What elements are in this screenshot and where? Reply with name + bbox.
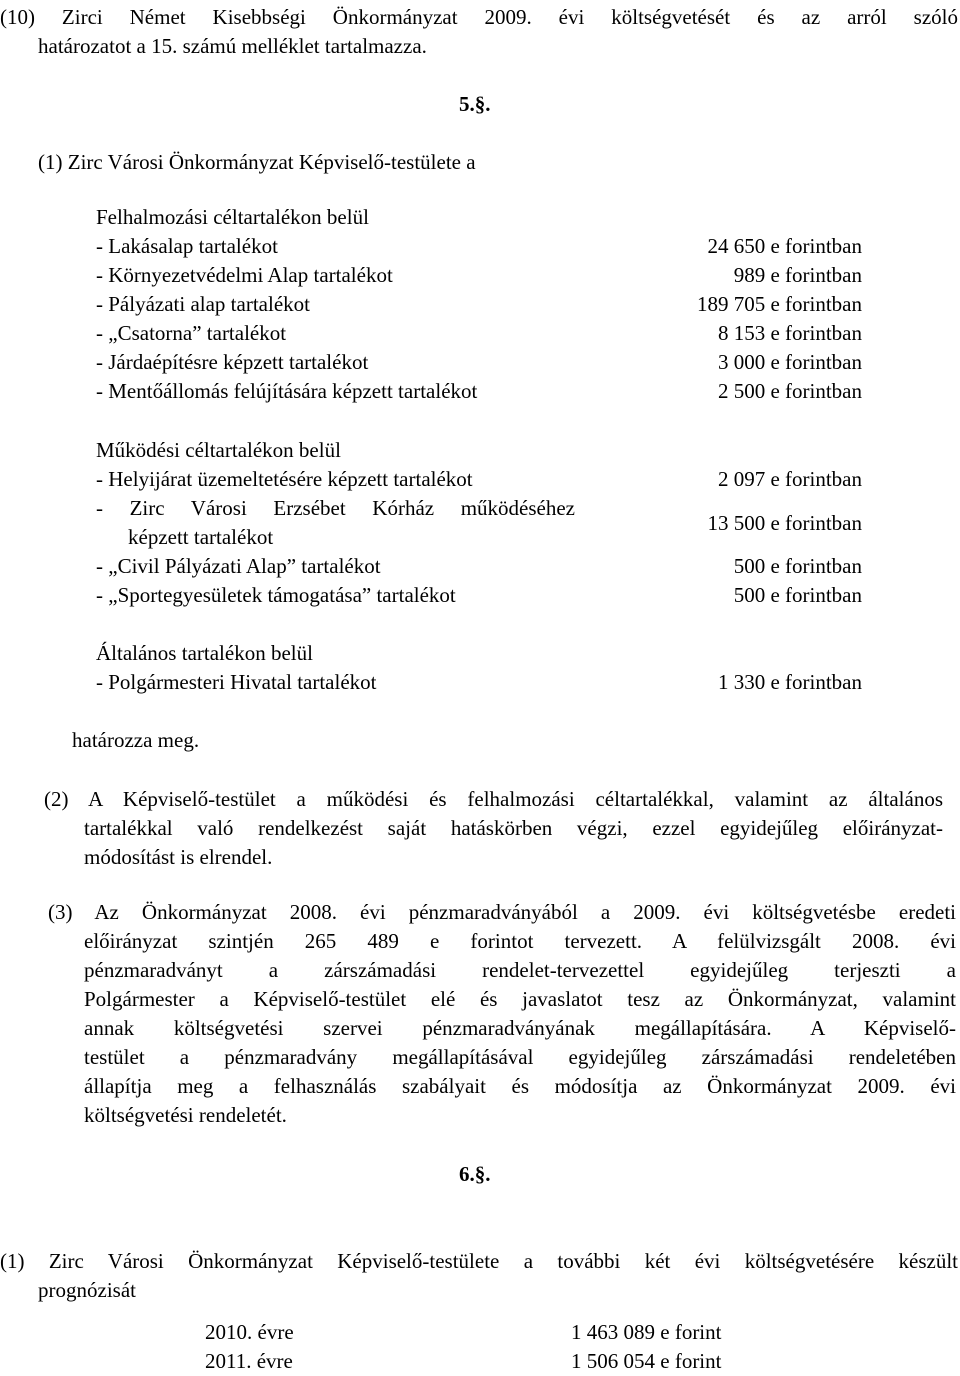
para3-line8: költségvetési rendeletét. bbox=[84, 1103, 287, 1127]
para2-line1: (2) A Képviselő-testület a működési és felhalmozási céltartalékkal, valamint az általános bbox=[44, 787, 943, 811]
reserve-amount: 500 e forintban bbox=[733, 583, 862, 607]
forecast-amount: 1 463 089 e forint bbox=[571, 1320, 722, 1344]
para2-line3: módosítást is elrendel. bbox=[84, 845, 273, 869]
section5-intro: (1) Zirc Városi Önkormányzat Képviselő-testülete a bbox=[38, 150, 476, 174]
reserve-label: - Mentőállomás felújítására képzett tartalékot bbox=[96, 379, 478, 403]
reserve-label: - Polgármesteri Hivatal tartalékot bbox=[96, 670, 377, 694]
group-title-altalanos: Általános tartalékon belül bbox=[96, 641, 313, 665]
para10-line2: határozatot a 15. számú melléklet tartalmazza. bbox=[38, 34, 427, 58]
forecast-year: 2011. évre bbox=[205, 1349, 293, 1373]
reserve-row bbox=[96, 319, 862, 348]
reserve-amount: 13 500 e forintban bbox=[707, 511, 862, 535]
reserve-label: - „Sportegyesületek támogatása” tartalékot bbox=[96, 583, 456, 607]
para3-line3: pénzmaradványt a zárszámadási rendelet-tervezettel egyidejűleg terjeszti a bbox=[84, 958, 956, 982]
group-title-felhalmozasi: Felhalmozási céltartalékon belül bbox=[96, 205, 369, 229]
reserve-row bbox=[96, 552, 862, 581]
para2-line2: tartalékkal való rendelkezést saját hatáskörben végzi, ezzel egyidejűleg előirányzat- bbox=[84, 816, 943, 840]
reserve-row bbox=[96, 290, 862, 319]
reserve-label: - Lakásalap tartalékot bbox=[96, 234, 278, 258]
para3-line6: testület a pénzmaradvány megállapításával egyidejűleg zárszámadási rendeletében bbox=[84, 1045, 956, 1069]
reserve-row bbox=[96, 465, 862, 494]
section6-intro-line2: prognózisát bbox=[38, 1278, 136, 1302]
section6-heading: 6.§. bbox=[459, 1162, 491, 1186]
reserve-label: - Helyijárat üzemeltetésére képzett tartalékot bbox=[96, 467, 473, 491]
reserve-label: - Zirc Városi Erzsébet Kórház működéséhez bbox=[96, 496, 575, 520]
forecast-amount: 1 506 054 e forint bbox=[571, 1349, 722, 1373]
section6-intro-line1: (1) Zirc Városi Önkormányzat Képviselő-testülete a további két évi költségvetésére készült bbox=[0, 1249, 958, 1273]
closing-text: határozza meg. bbox=[72, 728, 200, 752]
reserve-label: - Járdaépítésre képzett tartalékot bbox=[96, 350, 369, 374]
reserve-amount: 989 e forintban bbox=[733, 263, 862, 287]
reserve-amount: 8 153 e forintban bbox=[717, 321, 862, 345]
para3-line4: Polgármester a Képviselő-testület elé és javaslatot tesz az Önkormányzat, valamint bbox=[84, 987, 956, 1011]
reserve-label: - Pályázati alap tartalékot bbox=[96, 292, 310, 316]
para3-line7: állapítja meg a felhasználás szabályait és módosítja az Önkormányzat 2009. évi bbox=[84, 1074, 956, 1098]
reserve-label: - „Civil Pályázati Alap” tartalékot bbox=[96, 554, 381, 578]
section5-heading: 5.§. bbox=[459, 92, 491, 116]
reserve-amount: 189 705 e forintban bbox=[696, 292, 862, 316]
para3-line5: annak költségvetési szervei pénzmaradványának megállapítására. A Képviselő- bbox=[84, 1016, 956, 1040]
reserve-row bbox=[96, 668, 862, 697]
reserve-label: - Környezetvédelmi Alap tartalékot bbox=[96, 263, 393, 287]
reserve-row bbox=[96, 494, 862, 552]
forecast-year: 2010. évre bbox=[205, 1320, 294, 1344]
reserve-label-continued: képzett tartalékot bbox=[128, 525, 274, 549]
para3-line1: (3) Az Önkormányzat 2008. évi pénzmaradványából a 2009. évi költségvetésbe eredeti bbox=[48, 900, 956, 924]
reserve-amount: 24 650 e forintban bbox=[707, 234, 862, 258]
reserve-amount: 500 e forintban bbox=[733, 554, 862, 578]
reserve-row bbox=[96, 377, 862, 406]
para3-line2: előirányzat szintjén 265 489 e forintot tervezett. A felülvizsgált 2008. évi bbox=[84, 929, 956, 953]
reserve-row bbox=[96, 261, 862, 290]
reserve-row bbox=[96, 348, 862, 377]
reserve-amount: 2 500 e forintban bbox=[717, 379, 862, 403]
reserve-amount: 1 330 e forintban bbox=[717, 670, 862, 694]
group-title-mukodesi: Működési céltartalékon belül bbox=[96, 438, 341, 462]
reserve-amount: 2 097 e forintban bbox=[717, 467, 862, 491]
reserve-amount: 3 000 e forintban bbox=[717, 350, 862, 374]
para10-line1: (10) Zirci Német Kisebbségi Önkormányzat 2009. évi költségvetését és az arról szóló bbox=[0, 5, 958, 29]
reserve-label: - „Csatorna” tartalékot bbox=[96, 321, 287, 345]
reserve-row bbox=[96, 581, 862, 610]
reserve-row bbox=[96, 232, 862, 261]
